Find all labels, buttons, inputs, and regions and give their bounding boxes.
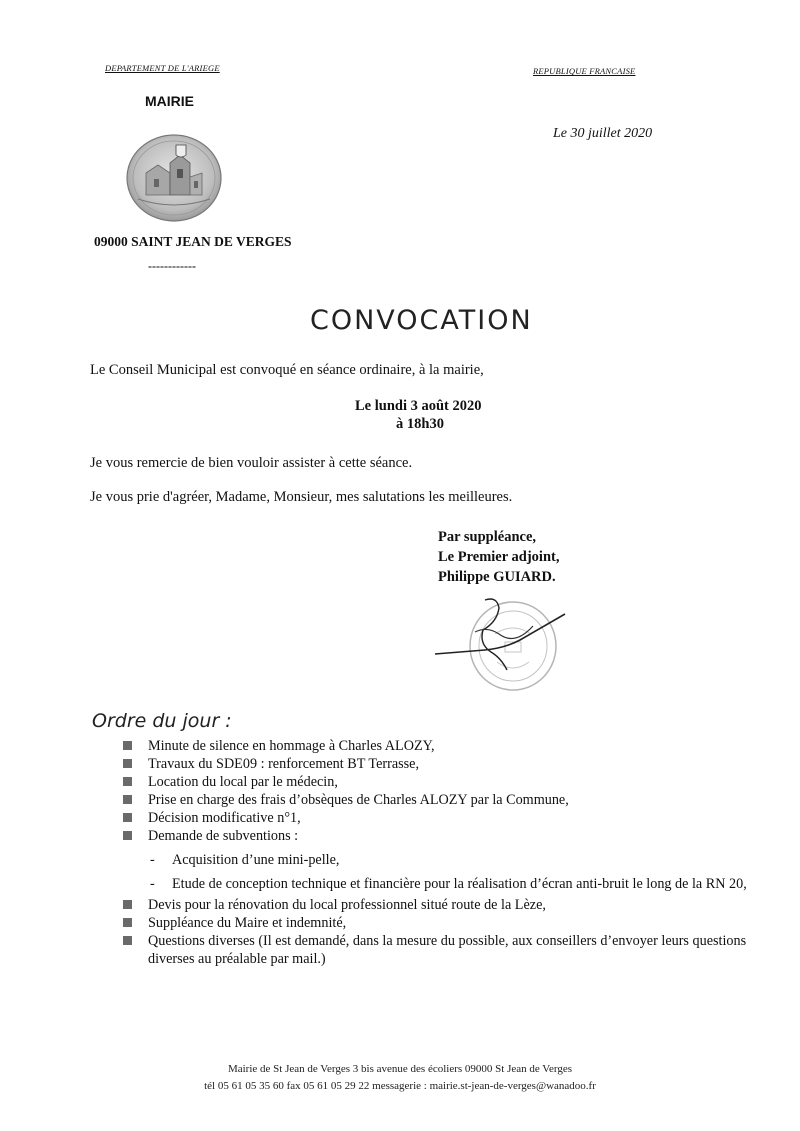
- agenda-item: Demande de subventions :: [123, 827, 763, 845]
- town-seal-logo: [124, 133, 224, 223]
- letter-date: Le 30 juillet 2020: [553, 126, 653, 141]
- document-title: CONVOCATION: [310, 305, 533, 336]
- square-bullet-icon: [123, 936, 132, 945]
- agenda-item: Minute de silence en hommage à Charles ALOZY,: [123, 737, 763, 755]
- signature-block: [438, 527, 559, 587]
- agenda-list: [123, 737, 763, 968]
- republic-label: REPUBLIQUE FRANCAISE: [533, 66, 636, 76]
- meeting-time: à 18h30: [396, 416, 444, 432]
- intro-text: Le Conseil Municipal est convoqué en séance ordinaire, à la mairie,: [90, 362, 484, 378]
- agenda-heading: Ordre du jour :: [92, 710, 232, 732]
- signature-line-1: Par suppléance,: [438, 529, 537, 545]
- square-bullet-icon: [123, 900, 132, 909]
- dash-bullet-icon: -: [150, 876, 155, 892]
- agenda-item: Devis pour la rénovation du local professionnel situé route de la Lèze,: [123, 896, 763, 914]
- department-label: DEPARTEMENT DE L'ARIEGE: [105, 63, 220, 73]
- agenda-item: Prise en charge des frais d’obsèques de Charles ALOZY par la Commune,: [123, 791, 763, 809]
- agenda-sub-item: - Etude de conception technique et financière pour la réalisation d’écran anti-bruit le long de la RN 20,: [150, 876, 747, 892]
- meeting-date: Le lundi 3 août 2020: [355, 398, 482, 414]
- square-bullet-icon: [123, 741, 132, 750]
- agenda-item: Travaux du SDE09 : renforcement BT Terrasse,: [123, 755, 763, 773]
- agenda-item: Décision modificative n°1,: [123, 809, 763, 827]
- agenda-item: Suppléance du Maire et indemnité,: [123, 914, 763, 932]
- square-bullet-icon: [123, 831, 132, 840]
- square-bullet-icon: [123, 918, 132, 927]
- dash-bullet-icon: -: [150, 852, 155, 868]
- agenda-sub-item: - Acquisition d’une mini-pelle,: [150, 852, 340, 868]
- agenda-item: Questions diverses (Il est demandé, dans la mesure du possible, aux conseillers d’envoyer leurs questions diverses au préalable par mail.): [123, 932, 763, 968]
- header-separator: ------------: [148, 259, 196, 273]
- square-bullet-icon: [123, 759, 132, 768]
- square-bullet-icon: [123, 795, 132, 804]
- footer-address: Mairie de St Jean de Verges 3 bis avenue des écoliers 09000 St Jean de Verges: [227, 1063, 573, 1075]
- footer-contact: tél 05 61 05 35 60 fax 05 61 05 29 22 messagerie : mairie.st-jean-de-verges@wanadoo.fr: [204, 1080, 596, 1092]
- square-bullet-icon: [123, 777, 132, 786]
- mairie-heading: MAIRIE: [145, 93, 194, 109]
- signature-line-3: Philippe GUIARD.: [438, 569, 556, 585]
- official-stamp-signature: [425, 592, 575, 702]
- square-bullet-icon: [123, 813, 132, 822]
- agenda-item: Location du local par le médecin,: [123, 773, 763, 791]
- signature-line-2: Le Premier adjoint,: [438, 549, 560, 565]
- salutation-text: Je vous prie d'agréer, Madame, Monsieur, mes salutations les meilleures.: [90, 489, 513, 505]
- thanks-text: Je vous remercie de bien vouloir assister à cette séance.: [90, 455, 413, 471]
- town-address: 09000 SAINT JEAN DE VERGES: [94, 234, 292, 249]
